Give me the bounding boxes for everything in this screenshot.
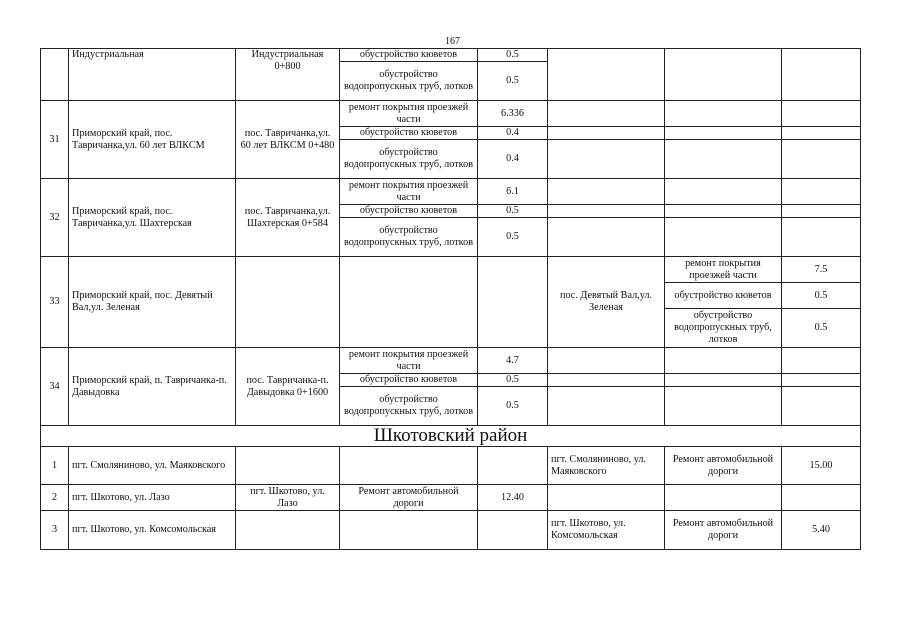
work-value: 6.1 bbox=[478, 179, 548, 205]
table-row bbox=[41, 485, 861, 511]
work-type: обустройство кюветов bbox=[340, 49, 478, 62]
work-type-2: ремонт покрытия проезжей части bbox=[665, 257, 782, 283]
cell-empty bbox=[782, 348, 861, 374]
object-name: пгт. Смоляниново, ул. Маяковского bbox=[69, 447, 236, 485]
work-type: ремонт покрытия проезжей части bbox=[340, 348, 478, 374]
row-number: 1 bbox=[41, 447, 69, 485]
cell-empty bbox=[548, 127, 665, 140]
work-type: обустройство водопропускных труб, лотков bbox=[340, 387, 478, 426]
cell-empty bbox=[340, 447, 478, 485]
row-number: 34 bbox=[41, 348, 69, 426]
table-row bbox=[41, 348, 861, 374]
cell-empty bbox=[548, 348, 665, 374]
work-type: ремонт покрытия проезжей части bbox=[340, 179, 478, 205]
table-row bbox=[41, 511, 861, 550]
cell-empty bbox=[665, 485, 782, 511]
cell-empty bbox=[665, 179, 782, 205]
roads-table bbox=[40, 48, 861, 550]
table-row bbox=[41, 447, 861, 485]
cell-empty bbox=[665, 205, 782, 218]
row-number: 3 bbox=[41, 511, 69, 550]
table-row bbox=[41, 49, 861, 62]
cell-empty bbox=[782, 179, 861, 205]
cell-empty bbox=[782, 374, 861, 387]
cell-empty bbox=[665, 101, 782, 127]
work-type: ремонт покрытия проезжей части bbox=[340, 101, 478, 127]
work-type-2: обустройство водопропускных труб, лотков bbox=[665, 309, 782, 348]
object-location: пос. Тавричанка,ул. 60 лет ВЛКСМ 0+480 bbox=[236, 101, 340, 179]
cell-empty bbox=[782, 387, 861, 426]
work-value-2: 0.5 bbox=[782, 283, 861, 309]
cell-empty bbox=[478, 447, 548, 485]
cell-empty bbox=[340, 257, 478, 348]
work-value: 0.5 bbox=[478, 374, 548, 387]
cell-empty bbox=[548, 218, 665, 257]
cell-empty bbox=[548, 205, 665, 218]
row-number: 33 bbox=[41, 257, 69, 348]
work-value: 0.4 bbox=[478, 140, 548, 179]
work-value-2: 7.5 bbox=[782, 257, 861, 283]
object-location: пос. Тавричанка-п. Давыдовка 0+1600 bbox=[236, 348, 340, 426]
cell-empty bbox=[548, 485, 665, 511]
cell-empty bbox=[548, 179, 665, 205]
object-name: Приморский край, пос. Тавричанка,ул. 60 лет ВЛКСМ bbox=[69, 101, 236, 179]
work-type: Ремонт автомобильной дороги bbox=[340, 485, 478, 511]
work-value-2: 15.00 bbox=[782, 447, 861, 485]
district-title: Шкотовский район bbox=[41, 426, 861, 447]
work-value: 12.40 bbox=[478, 485, 548, 511]
object-name: Приморский край, пос. Тавричанка,ул. Шахтерская bbox=[69, 179, 236, 257]
cell-empty bbox=[478, 257, 548, 348]
district-header-row bbox=[41, 426, 861, 447]
work-type-2: обустройство кюветов bbox=[665, 283, 782, 309]
cell-empty bbox=[782, 49, 861, 101]
row-number: 31 bbox=[41, 101, 69, 179]
object-name: Приморский край, пос. Девятый Вал,ул. Зеленая bbox=[69, 257, 236, 348]
object-name: пгт. Шкотово, ул. Комсомольская bbox=[69, 511, 236, 550]
work-value: 4.7 bbox=[478, 348, 548, 374]
work-type: обустройство водопропускных труб, лотков bbox=[340, 140, 478, 179]
cell-empty bbox=[340, 511, 478, 550]
work-value: 0.5 bbox=[478, 387, 548, 426]
table-row bbox=[41, 179, 861, 205]
object-location: Индустриальная 0+800 bbox=[236, 49, 340, 101]
cell-empty bbox=[782, 140, 861, 179]
work-type: обустройство кюветов bbox=[340, 374, 478, 387]
row-number bbox=[41, 49, 69, 101]
work-value: 6.336 bbox=[478, 101, 548, 127]
cell-empty bbox=[478, 511, 548, 550]
cell-empty bbox=[665, 348, 782, 374]
cell-empty bbox=[665, 218, 782, 257]
cell-empty bbox=[782, 218, 861, 257]
cell-empty bbox=[548, 49, 665, 101]
cell-empty bbox=[548, 374, 665, 387]
cell-empty bbox=[548, 101, 665, 127]
object-location: пос. Тавричанка,ул. Шахтерская 0+584 bbox=[236, 179, 340, 257]
work-type: обустройство водопропускных труб, лотков bbox=[340, 62, 478, 101]
work-type-2: Ремонт автомобильной дороги bbox=[665, 447, 782, 485]
cell-empty bbox=[236, 511, 340, 550]
cell-empty bbox=[236, 447, 340, 485]
work-value: 0.4 bbox=[478, 127, 548, 140]
cell-empty bbox=[665, 387, 782, 426]
table-row bbox=[41, 257, 861, 283]
cell-empty bbox=[548, 387, 665, 426]
work-type: обустройство кюветов bbox=[340, 127, 478, 140]
cell-empty bbox=[236, 257, 340, 348]
work-value: 0.5 bbox=[478, 62, 548, 101]
object-location-2: пгт. Шкотово, ул. Комсомольская bbox=[548, 511, 665, 550]
work-value: 0.5 bbox=[478, 205, 548, 218]
object-location: пгт. Шкотово, ул. Лазо bbox=[236, 485, 340, 511]
object-name: пгт. Шкотово, ул. Лазо bbox=[69, 485, 236, 511]
object-location-2: пгт. Смоляниново, ул. Маяковского bbox=[548, 447, 665, 485]
work-type-2: Ремонт автомобильной дороги bbox=[665, 511, 782, 550]
work-type: обустройство водопропускных труб, лотков bbox=[340, 218, 478, 257]
page-number: 167 bbox=[445, 36, 460, 47]
work-value: 0.5 bbox=[478, 218, 548, 257]
row-number: 2 bbox=[41, 485, 69, 511]
table-row bbox=[41, 101, 861, 127]
work-value-2: 5.40 bbox=[782, 511, 861, 550]
object-name: Приморский край, п. Тавричанка-п. Давыдовка bbox=[69, 348, 236, 426]
work-type: обустройство кюветов bbox=[340, 205, 478, 218]
cell-empty bbox=[665, 127, 782, 140]
object-name: Индустриальная bbox=[69, 49, 236, 101]
cell-empty bbox=[548, 140, 665, 179]
work-value-2: 0.5 bbox=[782, 309, 861, 348]
cell-empty bbox=[665, 49, 782, 101]
row-number: 32 bbox=[41, 179, 69, 257]
cell-empty bbox=[665, 374, 782, 387]
object-location-2: пос. Девятый Вал,ул. Зеленая bbox=[548, 257, 665, 348]
cell-empty bbox=[665, 140, 782, 179]
cell-empty bbox=[782, 101, 861, 127]
cell-empty bbox=[782, 485, 861, 511]
work-value: 0.5 bbox=[478, 49, 548, 62]
cell-empty bbox=[782, 205, 861, 218]
cell-empty bbox=[782, 127, 861, 140]
